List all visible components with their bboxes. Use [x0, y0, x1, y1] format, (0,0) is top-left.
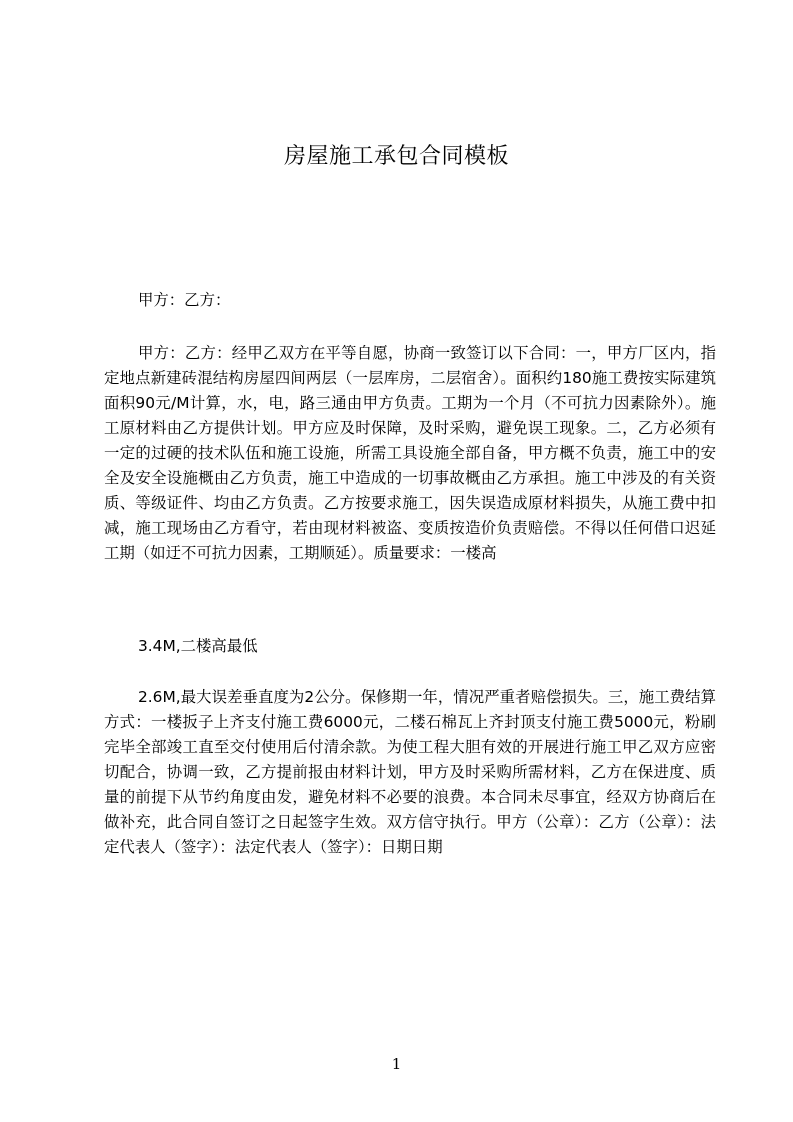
- page-title: 房屋施工承包合同模板: [283, 144, 509, 169]
- paragraph-parties-header: 甲方：乙方：: [138, 291, 231, 309]
- paragraph-payment-signatures: 2.6M,最大误差垂直度为2公分。保修期一年，情况严重者赔偿损失。三，施工费结算方式：一楼扳子上齐支付施工费6000元，二楼石棉瓦上齐封顶支付施工费5000元，粉刷完毕全部竣工直至交付使用后付清余款。为使工程大胆有效的开展进行施工甲乙双方应密切配合，协调一致，乙方提前报由材料计划，甲方及时采购所需材料，乙方在保进度、质量的前提下从节约角度由发，避免材料不必要的浪费。本合同未尽事宜，经双方协商后在做补充，此合同自签订之日起签字生效。双方信守执行。甲方（公章）：乙方（公章）：法定代表人（签字）：法定代表人（签字）：日期日期: [104, 688, 716, 856]
- paragraph-floor-height: 3.4M,二楼高最低: [138, 637, 258, 655]
- page-number: 1: [391, 1055, 402, 1073]
- paragraph-contract-terms: 甲方：乙方：经甲乙双方在平等自愿，协商一致签订以下合同：一，甲方厂区内，指定地点新建砖混结构房屋四间两层（一层库房，二层宿舍）。面积约180施工费按实际建筑面积90元/M计算，水，电，路三通由甲方负责。工期为一个月（不可抗力因素除外）。施工原材料由乙方提供计划。甲方应及时保障，及时采购，避免误工现象。二，乙方必须有一定的过硬的技术队伍和施工设施，所需工具设施全部自备，甲方概不负责，施工中的安全及安全设施概由乙方负责，施工中造成的一切事故概由乙方承担。施工中涉及的有关资质、等级证件、均由乙方负责。乙方按要求施工，因失误造成原材料损失，从施工费中扣减，施工现场由乙方看守，若由现材料被盗、变质按造价负责赔偿。不得以任何借口迟延工期（如迂不可抗力因素，工期顺延）。质量要求：一楼高: [104, 344, 716, 562]
